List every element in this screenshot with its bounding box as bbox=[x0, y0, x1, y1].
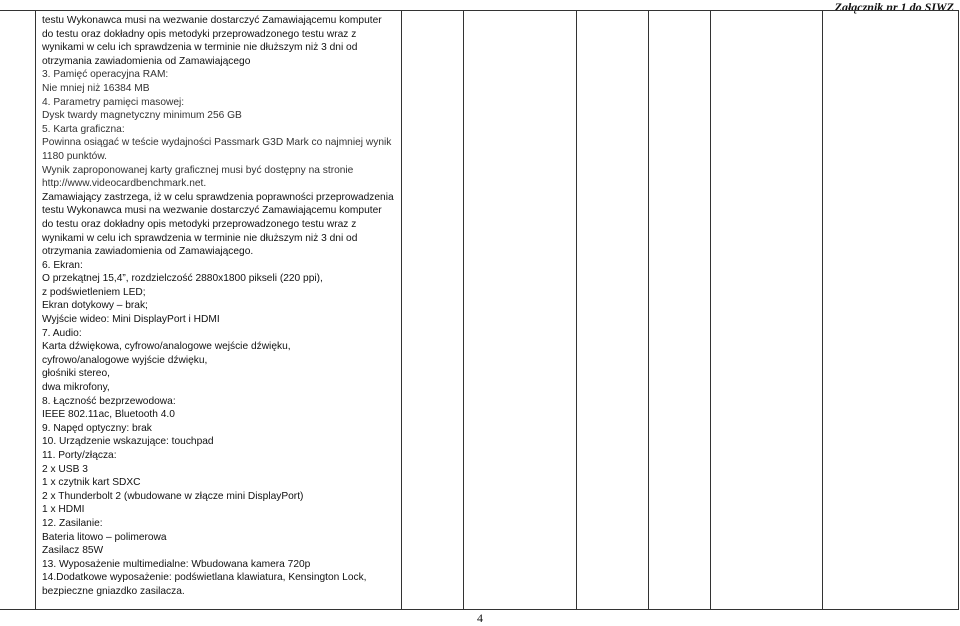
spec-line: głośniki stereo, bbox=[42, 368, 110, 380]
spec-line: 4. Parametry pamięci masowej: bbox=[42, 96, 185, 108]
spec-line: Wyjście wideo: Mini DisplayPort i HDMI bbox=[42, 314, 220, 326]
spec-line: 5. Karta graficzna: bbox=[42, 123, 125, 135]
specification-cell bbox=[42, 14, 397, 599]
spec-line: 1180 punktów. bbox=[42, 150, 107, 162]
spec-line: 11. Porty/złącza: bbox=[42, 450, 117, 461]
spec-line: Karta dźwiękowa, cyfrowo/analogowe wejście dźwięku, bbox=[42, 341, 291, 353]
spec-line: testu Wykonawca musi na wezwanie dostarczyć Zamawiającemu komputer bbox=[42, 205, 382, 217]
spec-line: wynikami w celu ich sprawdzenia w terminie nie dłuższym niż 3 dni od bbox=[42, 232, 358, 244]
spec-line: 9. Napęd optyczny: brak bbox=[42, 422, 152, 434]
spec-line: Dysk twardy magnetyczny minimum 256 GB bbox=[42, 110, 242, 122]
spec-line: Wynik zaproponowanej karty graficznej musi być dostępny na stronie bbox=[42, 164, 354, 176]
spec-line: 6. Ekran: bbox=[42, 259, 83, 271]
page-number: 4 bbox=[477, 611, 483, 625]
spec-line: 14.Dodatkowe wyposażenie: podświetlana klawiatura, Kensington Lock, bbox=[42, 572, 367, 584]
table-border bbox=[0, 609, 959, 610]
table-border bbox=[648, 10, 649, 610]
spec-line: Nie mniej niż 16384 MB bbox=[42, 82, 150, 94]
table-border bbox=[0, 10, 959, 11]
spec-line: 2 x Thunderbolt 2 (wbudowane w złącze mini DisplayPort) bbox=[42, 490, 304, 502]
spec-line: Zamawiający zastrzega, iż w celu sprawdzenia poprawności przeprowadzenia bbox=[42, 191, 394, 203]
spec-line: 7. Audio: bbox=[42, 327, 82, 339]
spec-line: dwa mikrofony, bbox=[42, 382, 110, 394]
spec-line: IEEE 802.11ac, Bluetooth 4.0 bbox=[42, 409, 175, 421]
spec-table bbox=[0, 10, 959, 610]
spec-line: wynikami w celu ich sprawdzenia w terminie nie dłuższym niż 3 dni od bbox=[42, 42, 358, 54]
table-border bbox=[35, 10, 36, 610]
table-border bbox=[401, 10, 402, 610]
table-border bbox=[463, 10, 464, 610]
spec-line: 3. Pamięć operacyjna RAM: bbox=[42, 69, 169, 81]
spec-line: otrzymania zawiadomienia od Zamawiającego bbox=[42, 55, 251, 67]
spec-line: bezpieczne gniazdko zasilacza. bbox=[42, 585, 185, 597]
spec-line: testu Wykonawca musi na wezwanie dostarczyć Zamawiającemu komputer bbox=[42, 15, 382, 26]
spec-line: 8. Łączność bezprzewodowa: bbox=[42, 395, 176, 407]
spec-line: 1 x HDMI bbox=[42, 504, 85, 516]
spec-line: 13. Wyposażenie multimedialne: Wbudowana kamera 720p bbox=[42, 558, 311, 570]
spec-line: Powinna osiągać w teście wydajności Passmark G3D Mark co najmniej wynik bbox=[42, 137, 392, 149]
table-border bbox=[958, 10, 959, 610]
spec-line: z podświetleniem LED; bbox=[42, 286, 146, 298]
spec-line: otrzymania zawiadomienia od Zamawiającego. bbox=[42, 246, 254, 258]
table-border bbox=[822, 10, 823, 610]
spec-line: http://www.videocardbenchmark.net. bbox=[42, 178, 207, 190]
spec-line: O przekątnej 15,4”, rozdzielczość 2880x1800 pikseli (220 ppi), bbox=[42, 273, 323, 285]
table-border bbox=[710, 10, 711, 610]
spec-line: 2 x USB 3 bbox=[42, 463, 88, 475]
spec-line: 12. Zasilanie: bbox=[42, 517, 103, 529]
spec-line: Bateria litowo – polimerowa bbox=[42, 531, 167, 543]
spec-line: 1 x czytnik kart SDXC bbox=[42, 477, 141, 489]
table-border bbox=[576, 10, 577, 610]
spec-line: Zasilacz 85W bbox=[42, 545, 104, 557]
spec-line: cyfrowo/analogowe wyjście dźwięku, bbox=[42, 354, 208, 366]
spec-line: do testu oraz dokładny opis metodyki przeprowadzonego testu wraz z bbox=[42, 218, 357, 230]
spec-line: do testu oraz dokładny opis metodyki przeprowadzonego testu wraz z bbox=[42, 28, 357, 40]
annex-label: Załącznik nr 1 do SIWZ bbox=[834, 0, 954, 14]
spec-line: 10. Urządzenie wskazujące: touchpad bbox=[42, 436, 214, 448]
spec-line: Ekran dotykowy – brak; bbox=[42, 300, 148, 312]
